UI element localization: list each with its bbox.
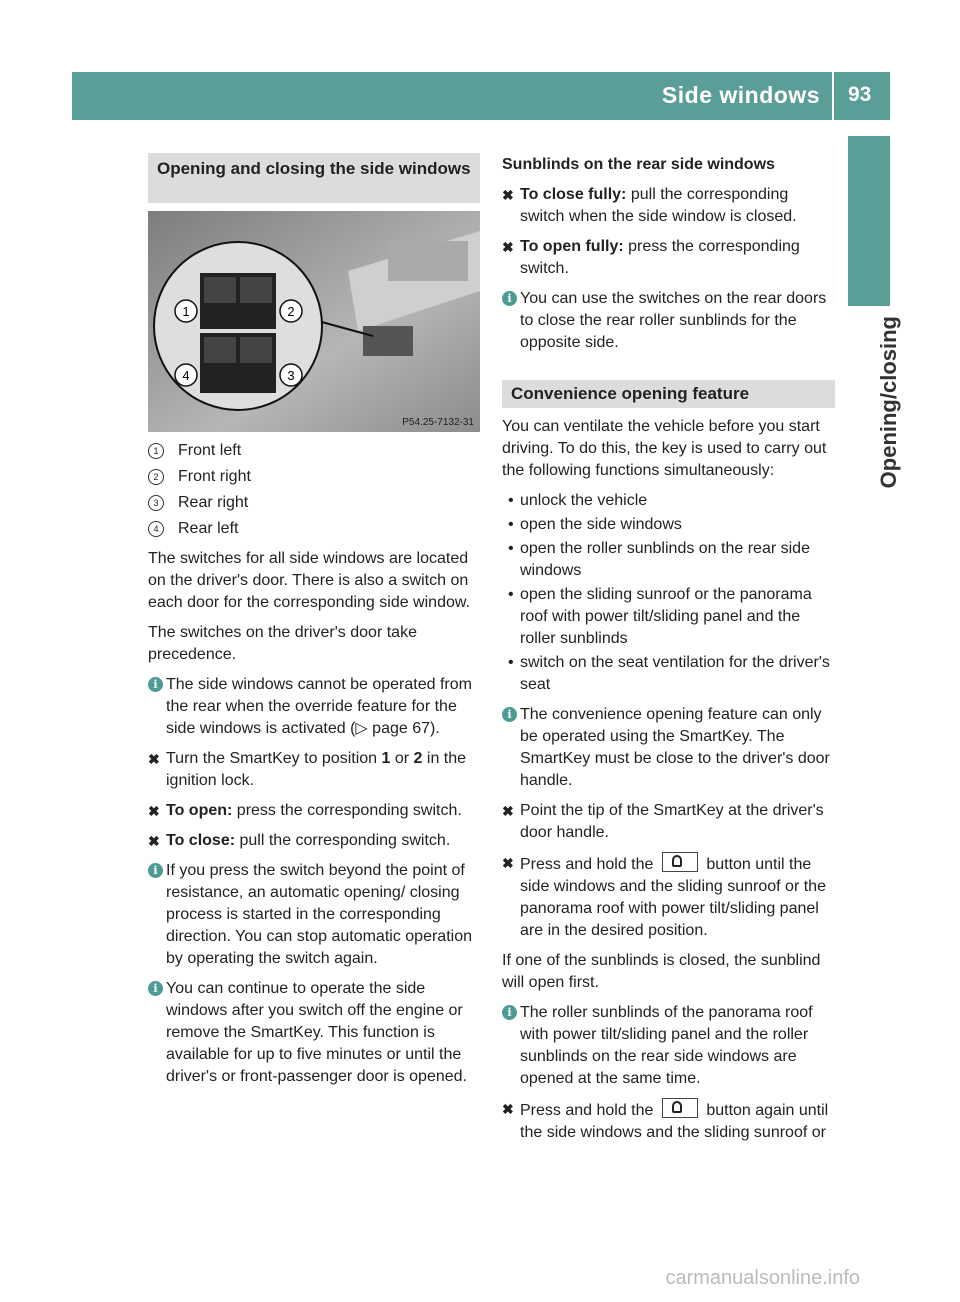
legend-label: Front right [178,468,251,485]
info-note [502,288,835,354]
step-text: Turn the SmartKey to position [166,750,382,767]
step-text: button again until the side windows and the sliding sunroof or [520,1102,829,1141]
info-text: The side windows cannot be operated from the rear when the override feature for the side windows is activated (▷ page 67). [166,676,472,737]
callout-3: 3 [287,368,295,383]
list-item [502,584,835,650]
position-value: 1 [381,750,391,767]
info-icon: i [502,291,517,306]
step-label: To open: [166,802,233,819]
legend-item [148,492,482,514]
step-arrow-icon: ✖ [148,803,160,819]
window-switch-photo [148,211,480,432]
legend-number: 3 [148,495,164,511]
legend-number: 1 [148,443,164,459]
list-item [502,538,835,582]
step-arrow-icon: ✖ [502,187,514,203]
left-column [148,440,482,1096]
callout-4: 4 [182,368,190,383]
step-text: button until the side windows and the sliding sunroof or the panorama roof with power tilt/sliding panel are in the desired position. [520,856,826,939]
info-note [148,978,482,1088]
info-text: The roller sunblinds of the panorama roof with power tilt/sliding panel and the roller sunblinds on the rear side windows are opened at the same time. [520,1004,813,1087]
legend-item [148,466,482,488]
list-text: open the roller sunblinds on the rear side windows [520,540,810,579]
page-number: 93 [848,83,872,106]
list-item [502,490,835,512]
unlock-button-icon [662,1098,698,1118]
step-text: or [390,750,414,767]
instruction-step [502,184,835,228]
step-label: To open fully: [520,238,624,255]
step-text: Press and hold the [520,1102,658,1119]
list-item [502,652,835,696]
legend-item [148,518,482,540]
watermark: carmanualsonline.info [665,1267,860,1289]
step-text: pull the corresponding switch. [235,832,451,849]
list-text: unlock the vehicle [520,492,648,509]
info-note [502,1002,835,1090]
step-arrow-icon: ✖ [502,855,514,871]
callout-2: 2 [287,304,295,319]
list-text: open the side windows [520,516,682,533]
list-text: switch on the seat ventilation for the driver's seat [520,654,830,693]
step-text: Point the tip of the SmartKey at the driver's door handle. [520,802,824,841]
step-text: in the ignition lock. [166,750,467,789]
instruction-step [502,852,835,942]
unlock-button-icon [662,852,698,872]
bullet-icon: • [508,654,514,671]
step-text: press the corresponding switch. [520,238,800,277]
instruction-step [502,236,835,280]
step-label: To close fully: [520,186,627,203]
step-arrow-icon: ✖ [502,803,514,819]
section-heading: Convenience opening feature [502,380,835,408]
info-text: You can use the switches on the rear doors to close the rear roller sunblinds for the opposite side. [520,290,827,351]
legend-number: 4 [148,521,164,537]
paragraph: You can ventilate the vehicle before you start driving. To do this, the key is used to carry out the following functions simultaneously: [502,418,827,479]
info-text: The convenience opening feature can only be operated using the SmartKey. The SmartKey must be close to the driver's door handle. [520,706,830,789]
info-icon: i [148,677,163,692]
list-text: open the sliding sunroof or the panorama roof with power tilt/sliding panel and the roller sunblinds [520,586,812,647]
side-tab [848,136,890,306]
info-text: You can continue to operate the side windows after you switch off the engine or remove the SmartKey. This function is available for up to five minutes or until the driver's or front-passenger door is opened. [166,980,467,1085]
instruction-step [148,830,482,852]
position-value: 2 [413,750,423,767]
paragraph: If one of the sunblinds is closed, the sunblind will open first. [502,952,821,991]
paragraph: The switches for all side windows are located on the driver's door. There is also a switch on each door for the corresponding side window. [148,550,470,611]
chapter-label: Opening/closing [876,316,901,489]
legend-number: 2 [148,469,164,485]
bullet-icon: • [508,586,514,603]
instruction-step [148,748,482,792]
step-arrow-icon: ✖ [148,833,160,849]
instruction-step [148,800,482,822]
info-note [502,704,835,792]
legend-label: Rear right [178,494,249,511]
legend-label: Rear left [178,520,239,537]
sub-heading: Sunblinds on the rear side windows [502,156,775,173]
figure-code: P54.25-7132-31 [402,417,474,428]
info-icon: i [502,707,517,722]
step-text: pull the corresponding switch when the side window is closed. [520,186,797,225]
bullet-icon: • [508,516,514,533]
step-text: Press and hold the [520,856,658,873]
paragraph: The switches on the driver's door take precedence. [148,624,417,663]
info-icon: i [148,981,163,996]
info-note [148,674,482,740]
step-text: press the corresponding switch. [232,802,462,819]
legend-label: Front left [178,442,242,459]
step-arrow-icon: ✖ [502,239,514,255]
step-arrow-icon: ✖ [148,751,160,767]
header-divider [832,72,834,120]
instruction-step [502,1098,835,1144]
callout-1: 1 [182,304,190,319]
bullet-icon: • [508,492,514,509]
instruction-step [502,800,835,844]
right-column [502,154,835,1152]
info-icon: i [502,1005,517,1020]
section-heading: Opening and closing the side windows [148,153,480,203]
info-icon: i [148,863,163,878]
step-arrow-icon: ✖ [502,1101,514,1117]
list-item [502,514,835,536]
page-title: Side windows [661,82,820,108]
info-note [148,860,482,970]
bullet-icon: • [508,540,514,557]
legend-item [148,440,482,462]
info-text: If you press the switch beyond the point of resistance, an automatic opening/ closing process is started in the corresponding direction. You can stop automatic operation by operating the switch again. [166,862,472,967]
step-label: To close: [166,832,236,849]
